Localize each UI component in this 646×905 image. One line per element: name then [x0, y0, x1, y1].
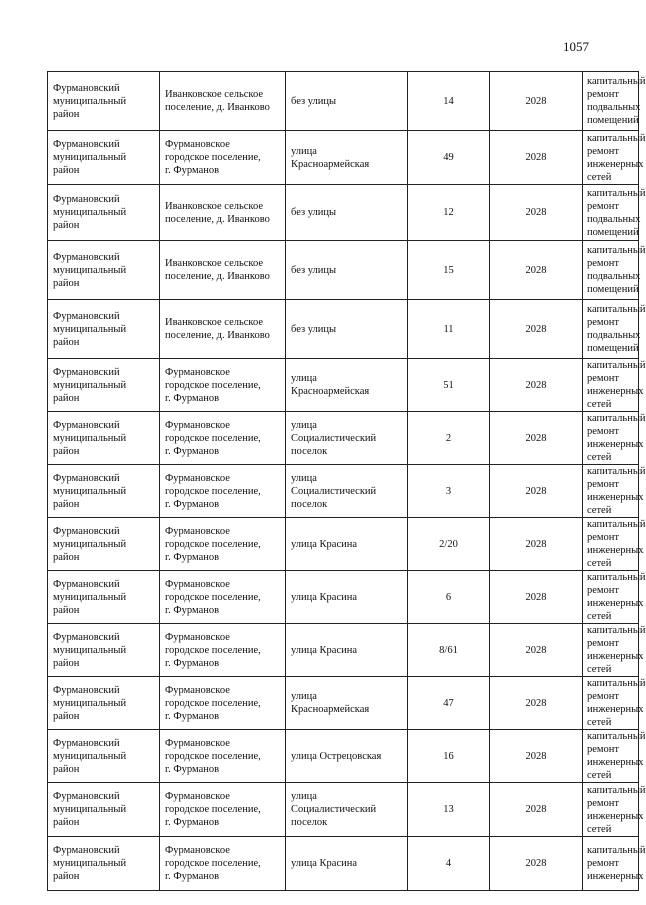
- house-number-cell-text: 15: [443, 264, 454, 276]
- house-number-cell: [408, 837, 490, 891]
- settlement-cell-text: Фурмановское городское поселение, г. Фурманов: [165, 791, 261, 828]
- district-cell: [48, 837, 160, 891]
- district-cell-text: Фурмановский муниципальный район: [53, 845, 127, 882]
- table-body: [48, 72, 646, 891]
- year-cell-text: 2028: [525, 591, 547, 603]
- work-type-cell: [583, 412, 646, 465]
- house-number-cell: [408, 300, 490, 359]
- table-row: [48, 241, 639, 300]
- page-number: 1057: [563, 39, 589, 54]
- settlement-cell-text: Иванковское сельское поселение, д. Иванково: [165, 317, 270, 341]
- year-cell-text: 2028: [525, 95, 547, 107]
- work-type-cell: [583, 730, 646, 783]
- work-type-cell: [583, 465, 646, 518]
- year-cell-text: 2028: [525, 697, 547, 709]
- year-cell-text: 2028: [525, 858, 547, 869]
- street-cell-text: без улицы: [291, 323, 337, 335]
- work-type-cell: [583, 359, 646, 412]
- settlement-cell: [160, 185, 286, 241]
- street-cell-text: улица Социалистический поселок: [291, 791, 377, 828]
- work-type-cell: [583, 72, 646, 131]
- street-cell: [286, 185, 408, 241]
- district-cell: [48, 571, 160, 624]
- year-cell: [490, 677, 583, 730]
- house-number-cell-text: 47: [443, 697, 454, 709]
- table-row: [48, 837, 639, 891]
- district-cell-text: Фурмановский муниципальный район: [53, 525, 127, 563]
- work-type-cell: [583, 300, 646, 359]
- house-number-cell-text: 49: [443, 152, 454, 163]
- street-cell-text: улица Красина: [291, 538, 358, 550]
- district-cell: [48, 677, 160, 730]
- house-number-cell: [408, 730, 490, 783]
- year-cell-text: 2028: [525, 804, 547, 815]
- house-number-cell-text: 11: [443, 323, 454, 335]
- settlement-cell-text: Фурмановское городское поселение, г. Фурманов: [165, 631, 261, 669]
- district-cell-text: Фурмановский муниципальный район: [53, 194, 127, 231]
- settlement-cell: [160, 72, 286, 131]
- house-number-cell: [408, 412, 490, 465]
- district-cell-text: Фурмановский муниципальный район: [53, 251, 127, 289]
- district-cell-text: Фурмановский муниципальный район: [53, 791, 127, 828]
- work-type-cell-text: капитальный ремонт подвальных помещений: [587, 76, 646, 126]
- work-type-cell-text: капитальный ремонт инженерных сетей: [587, 678, 646, 728]
- year-cell-text: 2028: [525, 485, 547, 497]
- district-cell-text: Фурмановский муниципальный район: [53, 684, 127, 722]
- table-row: [48, 571, 639, 624]
- house-number-cell: [408, 518, 490, 571]
- street-cell-text: без улицы: [291, 207, 337, 218]
- settlement-cell-text: Фурмановское городское поселение, г. Фурманов: [165, 139, 261, 176]
- street-cell: [286, 837, 408, 891]
- year-cell-text: 2028: [525, 750, 547, 762]
- settlement-cell: [160, 783, 286, 837]
- street-cell: [286, 72, 408, 131]
- work-type-cell: [583, 185, 646, 241]
- year-cell-text: 2028: [525, 264, 547, 276]
- year-cell: [490, 241, 583, 300]
- street-cell: [286, 131, 408, 185]
- work-type-cell-text: капитальный ремонт инженерных сетей: [587, 519, 646, 569]
- house-number-cell: [408, 131, 490, 185]
- settlement-cell-text: Фурмановское городское поселение, г. Фурманов: [165, 737, 261, 775]
- work-type-cell: [583, 783, 646, 837]
- district-cell: [48, 185, 160, 241]
- settlement-cell: [160, 359, 286, 412]
- settlement-cell-text: Фурмановское городское поселение, г. Фурманов: [165, 684, 261, 722]
- year-cell-text: 2028: [525, 207, 547, 218]
- street-cell-text: улица Красина: [291, 591, 358, 603]
- work-type-cell: [583, 571, 646, 624]
- work-type-cell: [583, 624, 646, 677]
- district-cell: [48, 131, 160, 185]
- table-row: [48, 131, 639, 185]
- year-cell: [490, 518, 583, 571]
- house-number-cell-text: 2: [445, 432, 452, 444]
- work-type-cell-text: капитальный ремонт инженерных сетей: [587, 413, 646, 463]
- house-number-cell-text: 3: [445, 485, 452, 497]
- work-type-cell: [583, 837, 646, 891]
- street-cell-text: улица Красноармейская: [291, 373, 370, 397]
- house-number-cell: [408, 624, 490, 677]
- work-type-cell-text: капитальный ремонт инженерных сетей: [587, 132, 646, 183]
- street-cell: [286, 571, 408, 624]
- district-cell: [48, 624, 160, 677]
- year-cell-text: 2028: [525, 379, 547, 391]
- table-row: [48, 300, 639, 359]
- year-cell: [490, 359, 583, 412]
- house-number-cell: [408, 783, 490, 837]
- year-cell: [490, 571, 583, 624]
- work-type-cell-text: капитальный ремонт инженерных сетей: [587, 625, 646, 675]
- year-cell: [490, 730, 583, 783]
- street-cell-text: без улицы: [291, 264, 337, 276]
- street-cell: [286, 300, 408, 359]
- house-number-cell: [408, 72, 490, 131]
- house-number-cell-text: 6: [445, 591, 452, 603]
- house-number-cell-text: 13: [443, 804, 454, 815]
- settlement-cell-text: Фурмановское городское поселение, г. Фурманов: [165, 366, 261, 404]
- settlement-cell: [160, 677, 286, 730]
- street-cell: [286, 624, 408, 677]
- settlement-cell-text: Фурмановское городское поселение, г. Фурманов: [165, 845, 261, 882]
- settlement-cell: [160, 131, 286, 185]
- district-cell-text: Фурмановский муниципальный район: [53, 419, 127, 457]
- district-cell: [48, 730, 160, 783]
- district-cell-text: Фурмановский муниципальный район: [53, 737, 127, 775]
- year-cell: [490, 185, 583, 241]
- house-number-cell-text: 2/20: [439, 538, 458, 550]
- settlement-cell: [160, 518, 286, 571]
- table-row: [48, 359, 639, 412]
- settlement-cell: [160, 241, 286, 300]
- district-cell-text: Фурмановский муниципальный район: [53, 631, 127, 669]
- work-type-cell-text: капитальный ремонт подвальных помещений: [587, 304, 646, 354]
- year-cell: [490, 837, 583, 891]
- settlement-cell-text: Фурмановское городское поселение, г. Фурманов: [165, 578, 261, 616]
- street-cell-text: улица Социалистический поселок: [291, 472, 377, 510]
- year-cell: [490, 412, 583, 465]
- district-cell-text: Фурмановский муниципальный район: [53, 578, 127, 616]
- settlement-cell-text: Фурмановское городское поселение, г. Фурманов: [165, 525, 261, 563]
- year-cell: [490, 72, 583, 131]
- house-number-cell: [408, 241, 490, 300]
- work-type-cell-text: капитальный ремонт подвальных помещений: [587, 245, 646, 295]
- year-cell: [490, 624, 583, 677]
- year-cell: [490, 300, 583, 359]
- work-type-cell-text: капитальный ремонт инженерных: [587, 845, 646, 882]
- district-cell-text: Фурмановский муниципальный район: [53, 310, 127, 348]
- district-cell: [48, 518, 160, 571]
- street-cell-text: улица Острецовская: [291, 750, 382, 762]
- house-number-cell: [408, 677, 490, 730]
- settlement-cell: [160, 300, 286, 359]
- repair-schedule-table: [47, 71, 646, 891]
- street-cell: [286, 359, 408, 412]
- settlement-cell: [160, 465, 286, 518]
- year-cell: [490, 465, 583, 518]
- house-number-cell-text: 14: [443, 95, 454, 107]
- house-number-cell: [408, 571, 490, 624]
- settlement-cell-text: Фурмановское городское поселение, г. Фурманов: [165, 472, 261, 510]
- street-cell-text: улица Красноармейская: [291, 145, 370, 170]
- house-number-cell-text: 4: [445, 858, 452, 869]
- year-cell-text: 2028: [525, 644, 547, 656]
- street-cell: [286, 465, 408, 518]
- table-row: [48, 518, 639, 571]
- table-row: [48, 465, 639, 518]
- settlement-cell-text: Фурмановское городское поселение, г. Фурманов: [165, 419, 261, 457]
- work-type-cell-text: капитальный ремонт подвальных помещений: [587, 187, 646, 238]
- house-number-cell-text: 51: [443, 379, 454, 391]
- table-row: [48, 783, 639, 837]
- year-cell-text: 2028: [525, 538, 547, 550]
- house-number-cell-text: 16: [443, 750, 454, 762]
- street-cell: [286, 783, 408, 837]
- work-type-cell-text: капитальный ремонт инженерных сетей: [587, 572, 646, 622]
- settlement-cell-text: Иванковское сельское поселение, д. Иванково: [165, 258, 270, 282]
- table-row: [48, 72, 639, 131]
- district-cell: [48, 241, 160, 300]
- house-number-cell-text: 12: [443, 207, 454, 218]
- street-cell-text: улица Социалистический поселок: [291, 419, 377, 457]
- work-type-cell: [583, 241, 646, 300]
- house-number-cell-text: 8/61: [439, 644, 458, 656]
- street-cell: [286, 730, 408, 783]
- district-cell: [48, 300, 160, 359]
- house-number-cell: [408, 465, 490, 518]
- work-type-cell: [583, 518, 646, 571]
- district-cell-text: Фурмановский муниципальный район: [53, 472, 127, 510]
- street-cell-text: улица Красина: [291, 858, 358, 869]
- table-row: [48, 412, 639, 465]
- street-cell: [286, 241, 408, 300]
- settlement-cell-text: Иванковское сельское поселение, д. Иванково: [165, 89, 270, 113]
- work-type-cell-text: капитальный ремонт инженерных сетей: [587, 466, 646, 516]
- year-cell: [490, 783, 583, 837]
- district-cell-text: Фурмановский муниципальный район: [53, 366, 127, 404]
- house-number-cell: [408, 359, 490, 412]
- table-row: [48, 730, 639, 783]
- table-row: [48, 624, 639, 677]
- street-cell: [286, 412, 408, 465]
- settlement-cell: [160, 412, 286, 465]
- district-cell-text: Фурмановский муниципальный район: [53, 139, 127, 176]
- year-cell-text: 2028: [525, 323, 547, 335]
- work-type-cell-text: капитальный ремонт инженерных сетей: [587, 360, 646, 410]
- work-type-cell: [583, 131, 646, 185]
- table-row: [48, 677, 639, 730]
- work-type-cell: [583, 677, 646, 730]
- year-cell: [490, 131, 583, 185]
- work-type-cell-text: капитальный ремонт инженерных сетей: [587, 784, 646, 835]
- work-type-cell-text: капитальный ремонт инженерных сетей: [587, 731, 646, 781]
- street-cell-text: улица Красина: [291, 644, 358, 656]
- settlement-cell: [160, 837, 286, 891]
- district-cell: [48, 783, 160, 837]
- settlement-cell: [160, 624, 286, 677]
- district-cell: [48, 412, 160, 465]
- table-row: [48, 185, 639, 241]
- district-cell: [48, 465, 160, 518]
- street-cell-text: улица Красноармейская: [291, 691, 370, 715]
- street-cell: [286, 677, 408, 730]
- district-cell-text: Фурмановский муниципальный район: [53, 82, 127, 120]
- district-cell: [48, 359, 160, 412]
- street-cell: [286, 518, 408, 571]
- house-number-cell: [408, 185, 490, 241]
- district-cell: [48, 72, 160, 131]
- settlement-cell-text: Иванковское сельское поселение, д. Иванково: [165, 200, 270, 225]
- year-cell-text: 2028: [525, 152, 547, 163]
- year-cell-text: 2028: [525, 432, 547, 444]
- settlement-cell: [160, 730, 286, 783]
- street-cell-text: без улицы: [291, 95, 337, 107]
- settlement-cell: [160, 571, 286, 624]
